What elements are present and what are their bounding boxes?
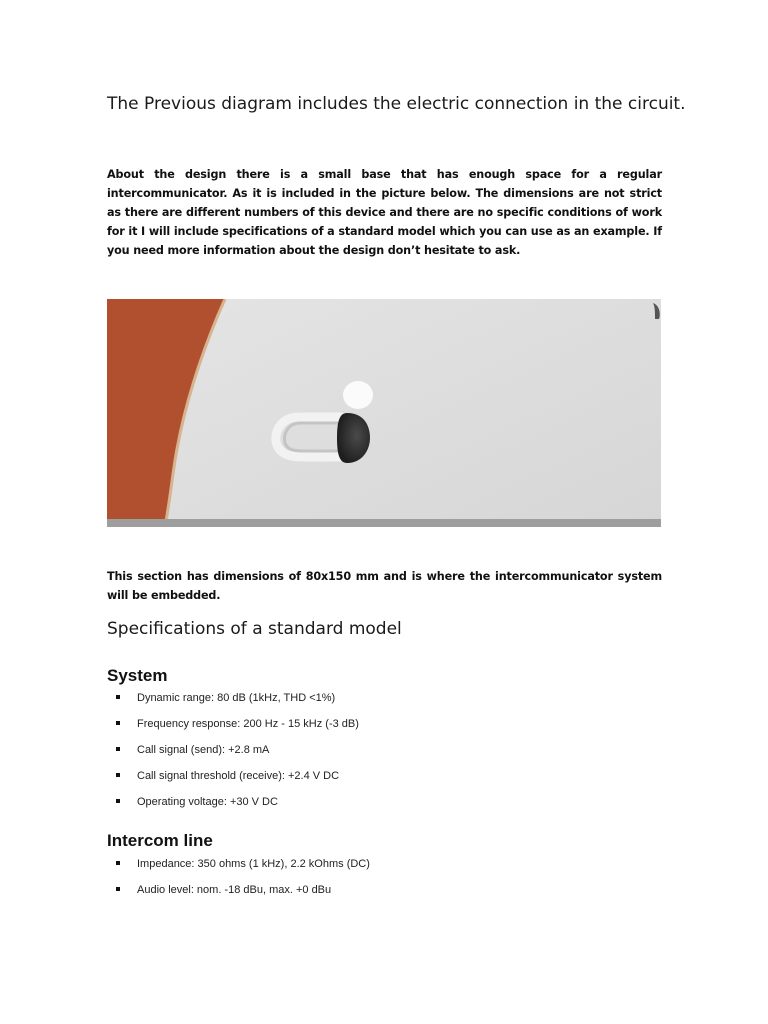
intercom-spec-list: [107, 855, 667, 907]
list-item: [107, 855, 667, 881]
bullet-icon: [116, 887, 120, 891]
bullet-icon: [116, 773, 120, 777]
bullet-icon: [116, 721, 120, 725]
list-item: [107, 689, 667, 715]
panel-bottom-strip: [107, 519, 661, 527]
lead-sentence: The Previous diagram includes the electric connection in the circuit.: [107, 94, 686, 114]
system-spec-list: [107, 689, 667, 819]
intercom-line-heading: Intercom line: [107, 831, 213, 850]
list-item: [107, 881, 667, 907]
spec-text: Frequency response: 200 Hz - 15 kHz (-3 dB): [137, 718, 359, 730]
spec-text: Audio level: nom. -18 dBu, max. +0 dBu: [137, 884, 332, 896]
list-item: [107, 793, 667, 819]
spec-text: Call signal threshold (receive): +2.4 V DC: [137, 770, 340, 782]
bullet-icon: [116, 861, 120, 865]
spec-text: Impedance: 350 ohms (1 kHz), 2.2 kOhms (DC): [137, 858, 370, 870]
list-item: [107, 741, 667, 767]
indicator-light: [343, 381, 373, 409]
spec-text: Dynamic range: 80 dB (1kHz, THD <1%): [137, 692, 336, 704]
bullet-icon: [116, 695, 120, 699]
specifications-heading: Specifications of a standard model: [107, 619, 402, 639]
render-illustration: [107, 299, 661, 527]
spec-text: Operating voltage: +30 V DC: [137, 796, 278, 808]
panel-surface: [165, 299, 661, 527]
intercom-base-render: [107, 299, 661, 527]
system-heading: System: [107, 666, 168, 685]
bullet-icon: [116, 799, 120, 803]
bullet-icon: [116, 747, 120, 751]
design-paragraph: About the design there is a small base that has enough space for a regular intercommunicator. As it is included in the picture below. The dimensions are not strict as there are different numbers of this device and there are no specific conditions of work for it I will include specifications of a standard model which you can use as an example. If you need more information about the design don’t hesitate to ask.: [107, 168, 662, 257]
section-dimensions-paragraph: This section has dimensions of 80x150 mm and is where the intercommunicator system will be embedded.: [107, 570, 662, 602]
list-item: [107, 715, 667, 741]
spec-text: Call signal (send): +2.8 mA: [137, 744, 270, 756]
list-item: [107, 767, 667, 793]
